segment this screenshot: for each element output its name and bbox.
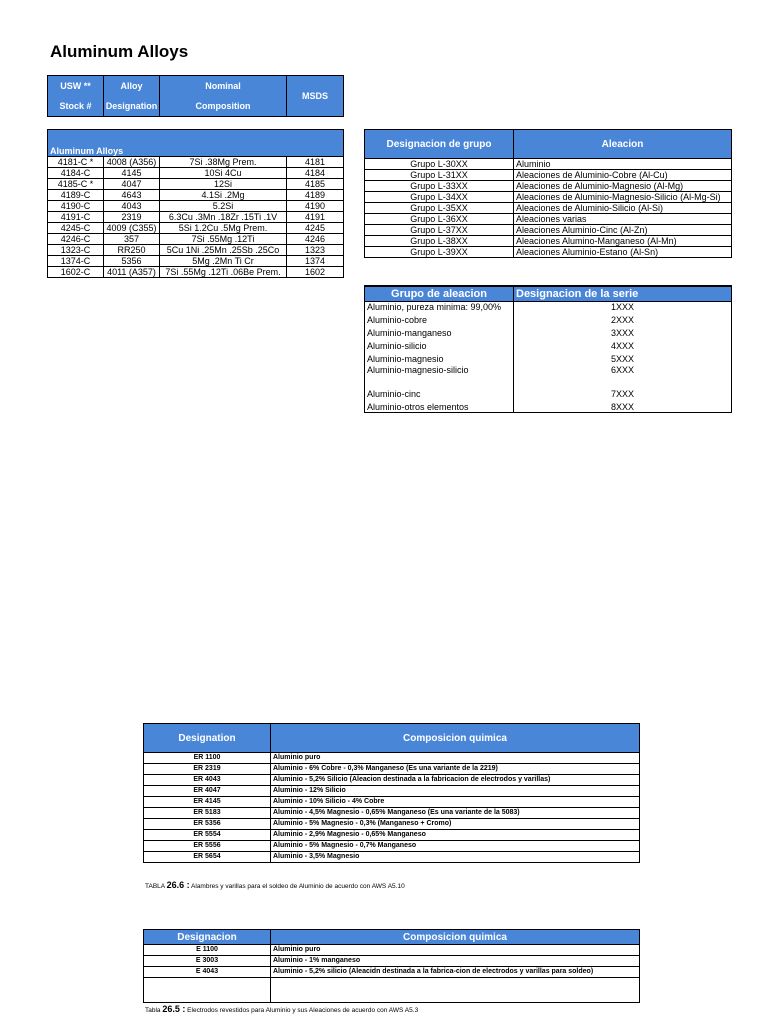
stock-cell: 1323-C: [48, 245, 104, 256]
header-stock: USW ** Stock #: [48, 76, 104, 117]
aleacion-cell: Aleaciones varias: [514, 214, 732, 225]
aleacion-cell: Aleaciones Alumino-Manganeso (Al-Mn): [514, 236, 732, 247]
er-row: [144, 819, 640, 830]
designation-cell: 2319: [104, 212, 160, 223]
er-body: [144, 753, 640, 863]
grupo-cell: Grupo L-37XX: [365, 225, 514, 236]
serie-cell: 1XXX: [514, 302, 732, 313]
grupo-row: [365, 214, 732, 225]
er-row: [144, 797, 640, 808]
stock-cell: 4181-C *: [48, 157, 104, 168]
grupo-row: [365, 170, 732, 181]
serie-cell: 6XXX: [514, 364, 732, 375]
stock-cell: 4189-C: [48, 190, 104, 201]
er-row: [144, 775, 640, 786]
msds-cell: 1323: [287, 245, 344, 256]
composition-cell: 5.2Si: [160, 201, 287, 212]
alloy-row: [48, 212, 344, 223]
grupo-cell: Grupo L-30XX: [365, 159, 514, 170]
serie-row: [365, 399, 732, 413]
er-row: [144, 764, 640, 775]
aleacion-cell: Aleaciones de Aluminio-Magnesio-Silicio (Al-Mg-Si): [514, 192, 732, 203]
composition-cell: 5Mg .2Mn Ti Cr: [160, 256, 287, 267]
er-composition-cell: Aluminio - 10% Silicio - 4% Cobre: [271, 797, 640, 808]
serie-cell: 7XXX: [514, 375, 732, 399]
grupo-body: [365, 159, 732, 258]
designation-cell: 5356: [104, 256, 160, 267]
composition-cell: 5Cu 1Ni .25Mn .25Sb .25Co: [160, 245, 287, 256]
msds-cell: 4189: [287, 190, 344, 201]
e-composition-cell: Aluminio - 1% manganeso: [271, 956, 640, 967]
er-designation-cell: ER 5654: [144, 852, 271, 863]
er-designation-cell: ER 5554: [144, 830, 271, 841]
grupo-aleacion-cell: Aluminio-manganeso: [365, 325, 514, 338]
er-designation-cell: ER 5183: [144, 808, 271, 819]
msds-cell: 1374: [287, 256, 344, 267]
header-nominal-composition: Nominal Composition: [160, 76, 287, 117]
msds-cell: 1602: [287, 267, 344, 278]
er-composition-cell: Aluminio - 4,5% Magnesio - 0,65% Manganeso (Es una variante de la 5083): [271, 808, 640, 819]
grupo-row: [365, 192, 732, 203]
er-row: [144, 753, 640, 764]
designation-cell: 357: [104, 234, 160, 245]
grupo-aleacion-cell: Aluminio-magnesio-silicio: [365, 364, 514, 375]
stock-cell: 4245-C: [48, 223, 104, 234]
aleacion-cell: Aleaciones de Aluminio-Silicio (Al-Si): [514, 203, 732, 214]
er-table-caption: TABLA 26.6 : Alambres y varillas para el soldeo de Aluminio de acuerdo con AWS A5.10: [145, 880, 405, 890]
alloy-row: [48, 234, 344, 245]
designation-cell: 4043: [104, 201, 160, 212]
e-electrode-table: [143, 929, 640, 1003]
designation-cell: 4011 (A357): [104, 267, 160, 278]
grupo-aleacion-cell: Aluminio-magnesio: [365, 351, 514, 364]
serie-cell: 2XXX: [514, 312, 732, 325]
msds-cell: 4245: [287, 223, 344, 234]
e-composition-cell: Aluminio puro: [271, 945, 640, 956]
msds-cell: 4246: [287, 234, 344, 245]
composition-cell: 7Si .38Mg Prem.: [160, 157, 287, 168]
msds-cell: 4184: [287, 168, 344, 179]
e-row: [144, 945, 640, 956]
grupo-aleacion-cell: Aluminio-silicio: [365, 338, 514, 351]
stock-cell: 4246-C: [48, 234, 104, 245]
composition-cell: 7Si .55Mg .12Ti .06Be Prem.: [160, 267, 287, 278]
msds-cell: 4185: [287, 179, 344, 190]
header-aleacion: Aleacion: [514, 130, 732, 159]
page-title: Aluminum Alloys: [50, 42, 189, 61]
grupo-cell: Grupo L-34XX: [365, 192, 514, 203]
composition-cell: 4.1Si .2Mg: [160, 190, 287, 201]
msds-cell: 4191: [287, 212, 344, 223]
er-composition-cell: Aluminio - 5,2% Silicio (Aleacion destinada a la fabricacion de electrodos y varillas): [271, 775, 640, 786]
e-body: [144, 945, 640, 1003]
er-designation-cell: ER 4043: [144, 775, 271, 786]
composition-cell: 6.3Cu .3Mn .18Zr .15Ti .1V: [160, 212, 287, 223]
serie-row: [365, 302, 732, 313]
designation-cell: 4643: [104, 190, 160, 201]
er-designation-cell: ER 2319: [144, 764, 271, 775]
er-row: [144, 852, 640, 863]
grupo-cell: Grupo L-31XX: [365, 170, 514, 181]
serie-row: [365, 351, 732, 364]
aluminum-alloys-table: [47, 129, 344, 278]
stock-cell: 4190-C: [48, 201, 104, 212]
e-row: [144, 956, 640, 967]
stock-cell: 4184-C: [48, 168, 104, 179]
er-designation-cell: ER 4145: [144, 797, 271, 808]
aleacion-cell: Aleaciones de Aluminio-Magnesio (Al-Mg): [514, 181, 732, 192]
e-table-caption: Tabla 26.5 : Electrodos revestidos para Aluminio y sus Aleaciones de acuerdo con AWS A5.3: [145, 1004, 419, 1014]
grupo-row: [365, 236, 732, 247]
grupo-cell: Grupo L-33XX: [365, 181, 514, 192]
stock-cell: 1374-C: [48, 256, 104, 267]
serie-cell: 8XXX: [514, 399, 732, 413]
empty-cell: [144, 978, 271, 1003]
grupo-row: [365, 225, 732, 236]
alloy-row: [48, 201, 344, 212]
alloy-row: [48, 256, 344, 267]
serie-cell: 4XXX: [514, 338, 732, 351]
header-designation: Designation: [144, 724, 271, 753]
er-designation-cell: ER 5356: [144, 819, 271, 830]
grupo-row: [365, 159, 732, 170]
alloy-row: [48, 267, 344, 278]
usw-header-table: [47, 75, 344, 117]
header-designacion: Designacion: [144, 930, 271, 945]
er-designation-cell: ER 4047: [144, 786, 271, 797]
designation-cell: 4009 (C355): [104, 223, 160, 234]
er-composition-cell: Aluminio - 3,5% Magnesio: [271, 852, 640, 863]
e-designation-cell: E 4043: [144, 967, 271, 978]
e-designation-cell: E 3003: [144, 956, 271, 967]
grupo-row: [365, 247, 732, 258]
composition-cell: 7Si .55Mg .12Ti: [160, 234, 287, 245]
er-composition-cell: Aluminio - 12% Silicio: [271, 786, 640, 797]
header-designacion-grupo: Designacion de grupo: [365, 130, 514, 159]
stock-cell: 1602-C: [48, 267, 104, 278]
grupo-cell: Grupo L-36XX: [365, 214, 514, 225]
alloy-row: [48, 190, 344, 201]
grupo-cell: Grupo L-38XX: [365, 236, 514, 247]
stock-cell: 4185-C *: [48, 179, 104, 190]
composition-cell: 10Si 4Cu: [160, 168, 287, 179]
serie-body: [365, 302, 732, 413]
grupo-cell: Grupo L-35XX: [365, 203, 514, 214]
alloy-row: [48, 168, 344, 179]
er-wire-table: [143, 723, 640, 863]
header-alloy-designation: Alloy Designation: [104, 76, 160, 117]
er-composition-cell: Aluminio - 2,9% Magnesio - 0,65% Manganeso: [271, 830, 640, 841]
composition-cell: 5Si 1.2Cu .5Mg Prem.: [160, 223, 287, 234]
grupo-row: [365, 181, 732, 192]
grupo-designation-table: [364, 129, 732, 258]
stock-cell: 4191-C: [48, 212, 104, 223]
header-grupo-aleacion: Grupo de aleacion: [365, 286, 514, 302]
serie-row: [365, 325, 732, 338]
composition-cell: 12Si: [160, 179, 287, 190]
serie-cell: 3XXX: [514, 325, 732, 338]
grupo-aleacion-cell: Aluminio-otros elementos: [365, 399, 514, 413]
serie-row: [365, 312, 732, 325]
alloy-row: [48, 223, 344, 234]
grupo-aleacion-cell: Aluminio-cinc: [365, 375, 514, 399]
aleacion-cell: Aleaciones Aluminio-Estano (Al-Sn): [514, 247, 732, 258]
grupo-aleacion-cell: Aluminio, pureza minima: 99,00%: [365, 302, 514, 313]
e-row: [144, 967, 640, 978]
er-row: [144, 841, 640, 852]
grupo-cell: Grupo L-39XX: [365, 247, 514, 258]
alloys-caption: Aluminum Alloys: [48, 130, 344, 157]
designation-cell: 4145: [104, 168, 160, 179]
aleacion-cell: Aleaciones de Aluminio-Cobre (Al-Cu): [514, 170, 732, 181]
aleacion-cell: Aluminio: [514, 159, 732, 170]
empty-cell: [271, 978, 640, 1003]
er-composition-cell: Aluminio - 6% Cobre - 0,3% Manganeso (Es una variante de la 2219): [271, 764, 640, 775]
e-composition-cell: Aluminio - 5,2% silicio (Aleacidn destinada a la fabrica-cion de electrodos y varillas para soldeo): [271, 967, 640, 978]
msds-cell: 4190: [287, 201, 344, 212]
e-blank-row: [144, 978, 640, 1003]
er-row: [144, 786, 640, 797]
er-designation-cell: ER 1100: [144, 753, 271, 764]
aleacion-cell: Aleaciones Aluminio-Cinc (Al-Zn): [514, 225, 732, 236]
alloy-row: [48, 245, 344, 256]
grupo-row: [365, 203, 732, 214]
header-msds: MSDS: [287, 76, 344, 117]
designation-cell: 4047: [104, 179, 160, 190]
msds-cell: 4181: [287, 157, 344, 168]
serie-row: [365, 375, 732, 399]
er-composition-cell: Aluminio - 5% Magnesio - 0,3% (Manganeso + Cromo): [271, 819, 640, 830]
er-row: [144, 830, 640, 841]
serie-row: [365, 364, 732, 375]
serie-table: [364, 285, 732, 413]
serie-row: [365, 338, 732, 351]
er-row: [144, 808, 640, 819]
alloy-row: [48, 179, 344, 190]
header-composicion-e: Composicion quimica: [271, 930, 640, 945]
alloy-row: [48, 157, 344, 168]
designation-cell: RR250: [104, 245, 160, 256]
er-composition-cell: Aluminio puro: [271, 753, 640, 764]
e-designation-cell: E 1100: [144, 945, 271, 956]
serie-cell: 5XXX: [514, 351, 732, 364]
er-designation-cell: ER 5556: [144, 841, 271, 852]
header-designacion-serie: Designacion de la serie: [514, 286, 732, 302]
designation-cell: 4008 (A356): [104, 157, 160, 168]
header-composicion: Composicion quimica: [271, 724, 640, 753]
er-composition-cell: Aluminio - 5% Magnesio - 0,7% Manganeso: [271, 841, 640, 852]
grupo-aleacion-cell: Aluminio-cobre: [365, 312, 514, 325]
alloys-body: [48, 157, 344, 278]
